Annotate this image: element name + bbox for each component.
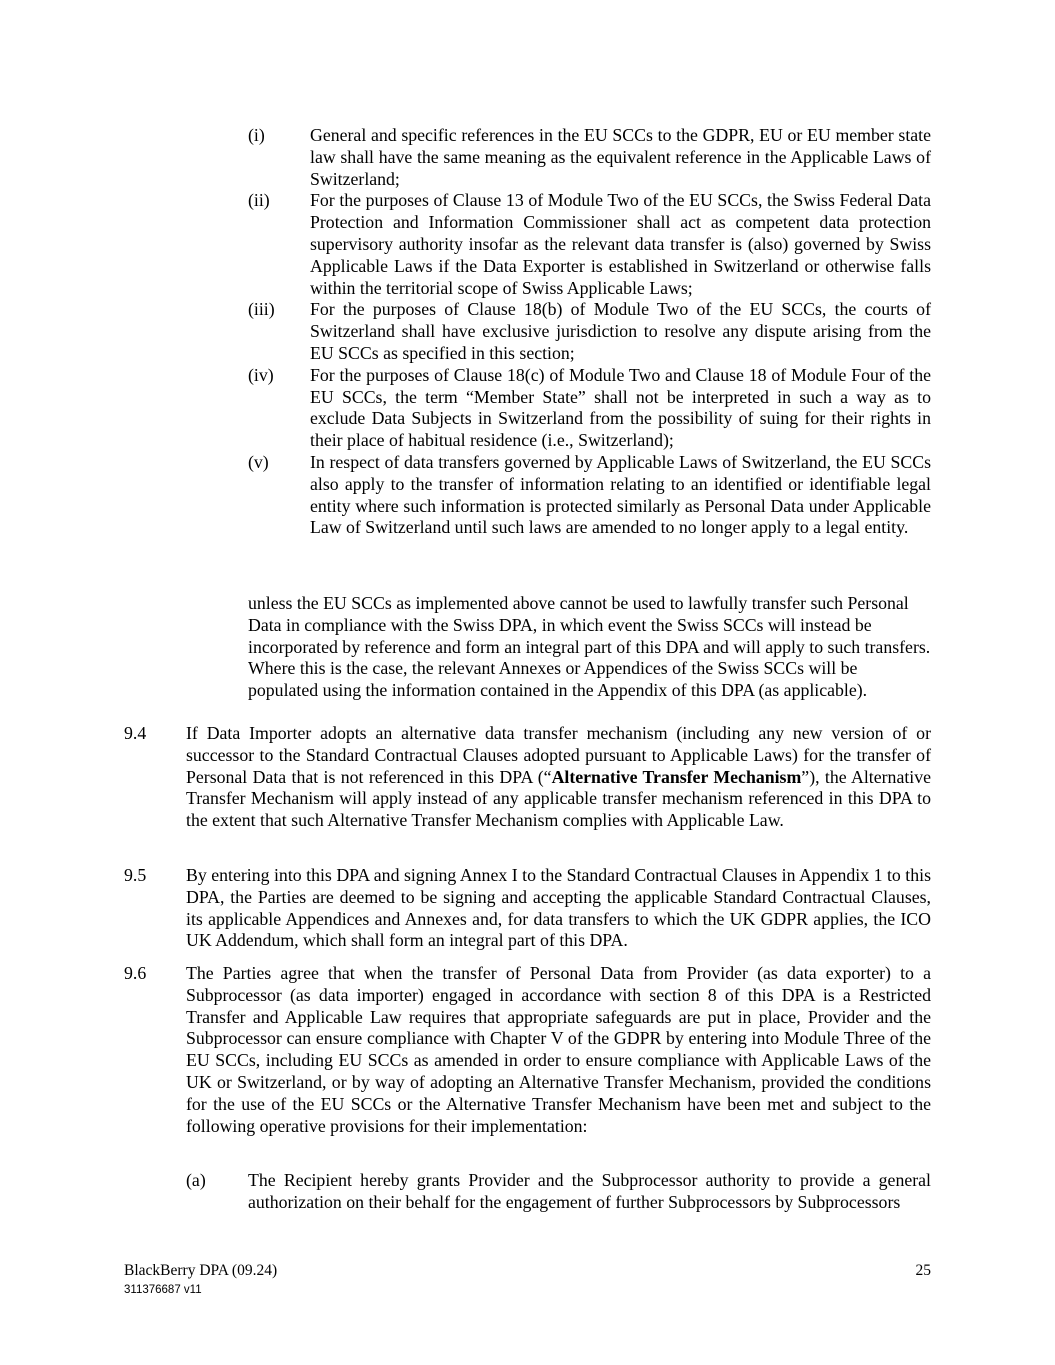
list-item	[248, 190, 931, 299]
list-item-text: For the purposes of Clause 18(b) of Module Two of the EU SCCs, the courts of Switzerland shall have exclusive jurisdiction to resolve any dispute arising from the EU SCCs as specified in this section;	[310, 299, 931, 363]
list-item-text: For the purposes of Clause 13 of Module Two of the EU SCCs, the Swiss Federal Data Protection and Information Commissioner shall act as competent data protection supervisory authority insofar as the relevant data transfer is (also) governed by Swiss Applicable Laws if the Data Exporter is established in Switzerland or otherwise falls within the territorial scope of Swiss Applicable Laws;	[310, 190, 931, 298]
list-item-number: (iv)	[248, 364, 274, 385]
section-text: By entering into this DPA and signing Annex I to the Standard Contractual Clauses in Appendix 1 to this DPA, the Parties are deemed to be signing and accepting the applicable Standard Contractual Clauses, its applicable Appendices and Annexes and, for data transfers to which the UK GDPR applies, the ICO UK Addendum, which shall form an integral part of this DPA.	[186, 865, 931, 951]
list-item	[248, 365, 931, 452]
subsection-a	[186, 1170, 931, 1214]
list-item-number: (i)	[248, 125, 265, 145]
list-item-number: (v)	[248, 451, 269, 472]
section-text-before: If Data Importer adopts an alternative data transfer mechanism (including any new version of or successor to the Standard Contractual Clauses adopted pursuant to Applicable Laws) for the transfer of Personal Data that is not referenced in this DPA (“	[186, 723, 931, 787]
list-item-text: General and specific references in the EU SCCs to the GDPR, EU or EU member state law shall have the same meaning as the equivalent reference in the Applicable Laws of Switzerland;	[310, 125, 931, 189]
unless-paragraph: unless the EU SCCs as implemented above cannot be used to lawfully transfer such Personal Data in compliance with the Swiss DPA, in which event the Swiss SCCs will instead be incorporated by reference and form an integral part of this DPA and will apply to such transfers. Where this is the case, the relevant Annexes or Appendices of the Swiss SCCs will be populated using the information contained in the Appendix of this DPA (as applicable).	[248, 593, 931, 701]
footer-doc-title: BlackBerry DPA (09.24)	[124, 1262, 278, 1279]
subsection-text: The Recipient hereby grants Provider and the Subprocessor authority to provide a general authorization on their behalf for the engagement of further Subprocessors by Subprocessors	[248, 1170, 931, 1212]
section-9-6	[124, 963, 931, 1137]
section-text-after: ”), the Alternative Transfer Mechanism will apply instead of any applicable transfer mechanism referenced in this DPA to the extent that such Alternative Transfer Mechanism complies with Applicable Law.	[186, 766, 931, 831]
list-item-number: (iii)	[248, 299, 275, 320]
section-9-4	[124, 723, 931, 832]
list-item-text: For the purposes of Clause 18(c) of Module Two and Clause 18 of Module Four of the EU SCCs, the term “Member State” shall not be interpreted in such a way as to exclude Data Subjects in Switzerland from the possibility of suing for their rights in their place of habitual residence (i.e., Switzerland);	[310, 364, 931, 451]
subsection-number: (a)	[186, 1170, 206, 1190]
page-number: 25	[915, 1262, 931, 1279]
list-item-text: In respect of data transfers governed by Applicable Laws of Switzerland, the EU SCCs also apply to the transfer of information relating to an identified or identifiable legal entity where such information is protected similarly as Personal Data under Applicable Law of Switzerland until such laws are amended to no longer apply to a legal entity.	[310, 451, 931, 538]
list-item	[248, 299, 931, 364]
list-item	[248, 125, 931, 190]
defined-term: Alternative Transfer Mechanism	[551, 766, 802, 787]
section-number: 9.5	[124, 865, 147, 885]
section-text: The Parties agree that when the transfer of Personal Data from Provider (as data exporter) to a Subprocessor (as data importer) engaged in accordance with section 8 of this DPA is a Restricted Transfer and Applicable Law requires that appropriate safeguards are put in place, Provider and the Subprocessor can ensure compliance with Chapter V of the GDPR by entering into Module Three of the EU SCCs, including EU SCCs as amended in order to ensure compliance with Applicable Laws of the UK or Switzerland, or by way of adopting an Alternative Transfer Mechanism, provided the conditions for the use of the EU SCCs or the Alternative Transfer Mechanism have been met and subject to the following operative provisions for their implementation:	[186, 963, 931, 1136]
section-number: 9.4	[124, 723, 147, 743]
section-number: 9.6	[124, 963, 147, 983]
swiss-provisions-list	[248, 125, 931, 539]
list-item-number: (ii)	[248, 190, 270, 211]
section-9-5	[124, 865, 931, 952]
footer-doc-id: 311376687 v11	[124, 1284, 202, 1296]
list-item	[248, 452, 931, 539]
